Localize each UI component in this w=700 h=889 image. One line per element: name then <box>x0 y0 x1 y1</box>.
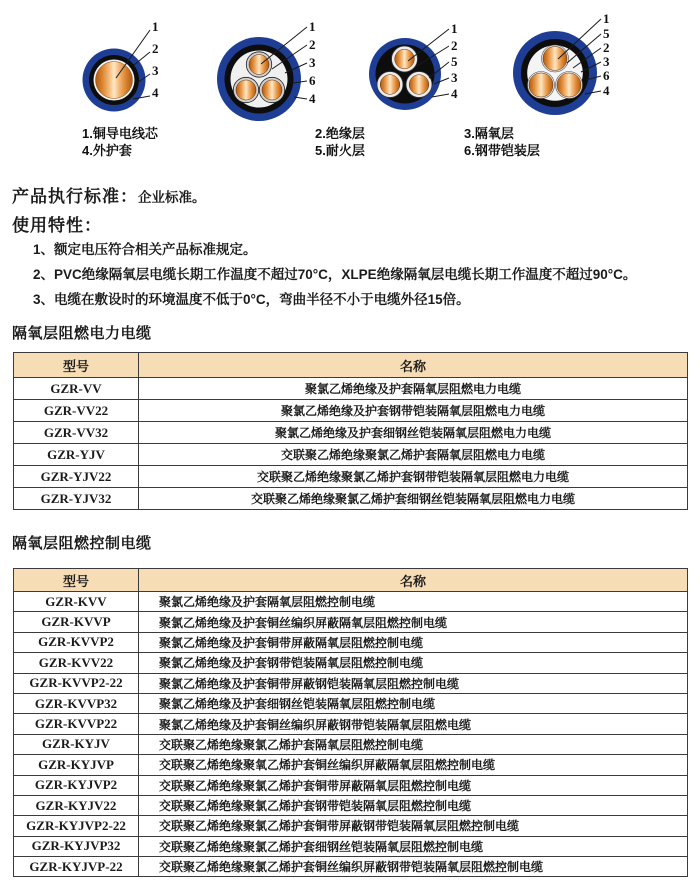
name-cell: 聚氯乙烯绝缘及护套隔氧层阻燃电力电缆 <box>139 378 688 400</box>
layer-label: 3 <box>309 55 316 70</box>
cable-cross-section-1 <box>83 19 160 112</box>
layer-label: 1 <box>451 21 458 36</box>
control-table-title: 隔氧层阻燃控制电缆 <box>12 535 152 552</box>
copper-core <box>249 55 269 75</box>
cable-cross-section-4 <box>513 11 610 115</box>
table-row <box>14 734 688 754</box>
model-cell: GZR-VV22 <box>14 400 139 422</box>
model-cell: GZR-KVV <box>14 592 139 612</box>
table-row <box>14 378 688 400</box>
model-cell: GZR-KYJV <box>14 734 139 754</box>
features-title: 使用特性： <box>12 216 102 235</box>
name-cell: 聚氯乙烯绝缘及护套铜丝编织屏蔽钢带铠装隔氧层阻燃电缆 <box>139 714 688 734</box>
layer-label: 2 <box>451 38 458 53</box>
model-cell: GZR-VV32 <box>14 422 139 444</box>
legend-oxygen-layer: 3.隔氧层 <box>464 126 514 141</box>
name-cell: 交联聚乙烯绝缘聚氯乙烯护套铜带屏蔽钢带铠装隔氧层阻燃控制电缆 <box>139 816 688 836</box>
feature-list <box>33 237 636 312</box>
table-row <box>14 857 688 877</box>
name-header: 名称 <box>139 569 688 592</box>
name-cell: 交联聚乙烯绝缘聚氯乙烯护套钢带铠装隔氧层阻燃电力电缆 <box>139 466 688 488</box>
copper-core <box>262 80 282 100</box>
power-table-title: 隔氧层阻燃电力电缆 <box>12 325 152 342</box>
model-header: 型号 <box>14 569 139 592</box>
layer-label: 1 <box>309 19 316 34</box>
name-cell: 交联聚乙烯绝缘聚氯乙烯护套铜丝编织屏蔽钢带铠装隔氧层阻燃控制电缆 <box>139 857 688 877</box>
table-row <box>14 444 688 466</box>
layer-labels <box>309 19 316 106</box>
name-cell: 交联聚乙烯绝缘聚氯乙烯护套细钢丝铠装隔氧层阻燃电力电缆 <box>139 488 688 510</box>
model-cell: GZR-YJV32 <box>14 488 139 510</box>
layer-label: 3 <box>451 70 458 85</box>
layer-label: 4 <box>152 85 159 100</box>
table-row <box>14 755 688 775</box>
table-row <box>14 714 688 734</box>
name-cell: 交联聚乙烯绝缘聚氧乙烯护套铜丝编织屏蔽隔氧层阻燃控制电缆 <box>139 755 688 775</box>
name-cell: 交联聚乙烯绝缘聚氯乙烯护套钢带铠装隔氧层阻燃控制电缆 <box>139 795 688 815</box>
cable-cross-sections-svg <box>0 0 700 122</box>
model-cell: GZR-KVVP22 <box>14 714 139 734</box>
table-row <box>14 422 688 444</box>
product-standard-label: 产品执行标准： <box>12 187 138 206</box>
layer-label: 4 <box>603 83 610 98</box>
power-cable-table <box>13 352 688 510</box>
name-cell: 聚氯乙烯绝缘及护套铜带屏蔽隔氧层阻燃控制电缆 <box>139 632 688 652</box>
layer-label: 2 <box>603 40 610 55</box>
cable-cross-section-3 <box>369 21 458 110</box>
name-cell: 聚氯乙烯绝缘及护套钢带铠装隔氧层阻燃电力电缆 <box>139 400 688 422</box>
model-cell: GZR-KVVP <box>14 612 139 632</box>
legend-copper-core: 1.铜导电线芯 <box>82 126 158 141</box>
cable-diagrams <box>0 0 700 160</box>
model-cell: GZR-KYJVP-22 <box>14 857 139 877</box>
layer-label: 1 <box>152 19 159 34</box>
name-header: 名称 <box>139 353 688 378</box>
model-cell: GZR-KYJV22 <box>14 795 139 815</box>
model-cell: GZR-KYJVP2-22 <box>14 816 139 836</box>
copper-core <box>543 47 567 71</box>
name-cell: 交联聚乙烯绝缘聚氯乙烯护套细钢丝铠装隔氧层阻燃控制电缆 <box>139 836 688 856</box>
model-cell: GZR-VV <box>14 378 139 400</box>
layer-label: 3 <box>152 63 159 78</box>
name-cell: 聚氯乙烯绝缘及护套细钢丝铠装隔氧层阻燃控制电缆 <box>139 693 688 713</box>
layer-label: 1 <box>603 11 610 26</box>
name-cell: 交联聚乙烯绝缘聚氯乙烯护套铜带屏蔽隔氧层阻燃控制电缆 <box>139 775 688 795</box>
name-cell: 聚氯乙烯绝缘及护套铜带屏蔽钢铠装隔氧层阻燃控制电缆 <box>139 673 688 693</box>
feature-item: 3、电缆在敷设时的环境温度不低于0°C，弯曲半径不小于电缆外径15倍。 <box>33 292 470 307</box>
copper-core <box>96 62 133 99</box>
layer-label: 5 <box>451 54 458 69</box>
model-cell: GZR-KVVP2-22 <box>14 673 139 693</box>
table-header-row <box>14 353 688 378</box>
model-cell: GZR-KYJVP2 <box>14 775 139 795</box>
layer-labels <box>451 21 458 101</box>
copper-core <box>529 73 553 97</box>
table-row <box>14 816 688 836</box>
layer-label: 2 <box>309 37 316 52</box>
model-cell: GZR-KVV22 <box>14 653 139 673</box>
legend-fire-layer: 5.耐火层 <box>315 143 365 158</box>
copper-core <box>409 75 429 95</box>
name-cell: 聚氯乙烯绝缘及护套细钢丝铠装隔氧层阻燃电力电缆 <box>139 422 688 444</box>
name-cell: 聚氯乙烯绝缘及护套钢带铠装隔氧层阻燃控制电缆 <box>139 653 688 673</box>
product-standard-line <box>12 182 206 207</box>
name-cell: 交联聚乙烯绝缘聚氯乙烯护套隔氧层阻燃电力电缆 <box>139 444 688 466</box>
table-row <box>14 466 688 488</box>
model-cell: GZR-KYJVP <box>14 755 139 775</box>
table-row <box>14 775 688 795</box>
layer-label: 6 <box>603 68 610 83</box>
control-cable-table <box>13 568 688 877</box>
layer-label: 6 <box>309 73 316 88</box>
table-row <box>14 836 688 856</box>
layer-label: 4 <box>309 91 316 106</box>
table-row <box>14 673 688 693</box>
name-cell: 聚氯乙烯绝缘及护套隔氧层阻燃控制电缆 <box>139 592 688 612</box>
name-cell: 交联聚乙烯绝缘聚氯乙烯护套隔氧层阻燃控制电缆 <box>139 734 688 754</box>
table-row <box>14 400 688 422</box>
legend-outer-sheath: 4.外护套 <box>82 143 132 158</box>
layer-label: 4 <box>451 86 458 101</box>
table-row <box>14 632 688 652</box>
model-cell: GZR-KVVP2 <box>14 632 139 652</box>
layer-labels <box>152 19 159 100</box>
legend-insulation: 2.绝缘层 <box>315 126 365 141</box>
table-row <box>14 612 688 632</box>
copper-core <box>380 75 400 95</box>
cable-cross-section-2 <box>217 19 316 121</box>
model-cell: GZR-YJV <box>14 444 139 466</box>
layer-label: 2 <box>152 41 159 56</box>
legend-steel-armor: 6.钢带铠装层 <box>464 143 540 158</box>
model-cell: GZR-YJV22 <box>14 466 139 488</box>
layer-labels <box>603 11 610 98</box>
table-row <box>14 795 688 815</box>
product-standard-value: 企业标准。 <box>138 190 206 205</box>
table-header-row <box>14 569 688 592</box>
layer-label: 5 <box>603 26 610 41</box>
model-cell: GZR-KYJVP32 <box>14 836 139 856</box>
layer-label: 3 <box>603 54 610 69</box>
copper-core <box>236 80 256 100</box>
table-row <box>14 488 688 510</box>
feature-item: 1、额定电压符合相关产品标准规定。 <box>33 242 257 257</box>
model-header: 型号 <box>14 353 139 378</box>
table-row <box>14 653 688 673</box>
table-row <box>14 592 688 612</box>
table-row <box>14 693 688 713</box>
copper-core <box>557 73 581 97</box>
model-cell: GZR-KVVP32 <box>14 693 139 713</box>
name-cell: 聚氯乙烯绝缘及护套铜丝编织屏蔽隔氧层阻燃控制电缆 <box>139 612 688 632</box>
feature-item: 2、PVC绝缘隔氧层电缆长期工作温度不超过70°C，XLPE绝缘隔氧层电缆长期工作温度不超过90°C。 <box>33 267 637 282</box>
